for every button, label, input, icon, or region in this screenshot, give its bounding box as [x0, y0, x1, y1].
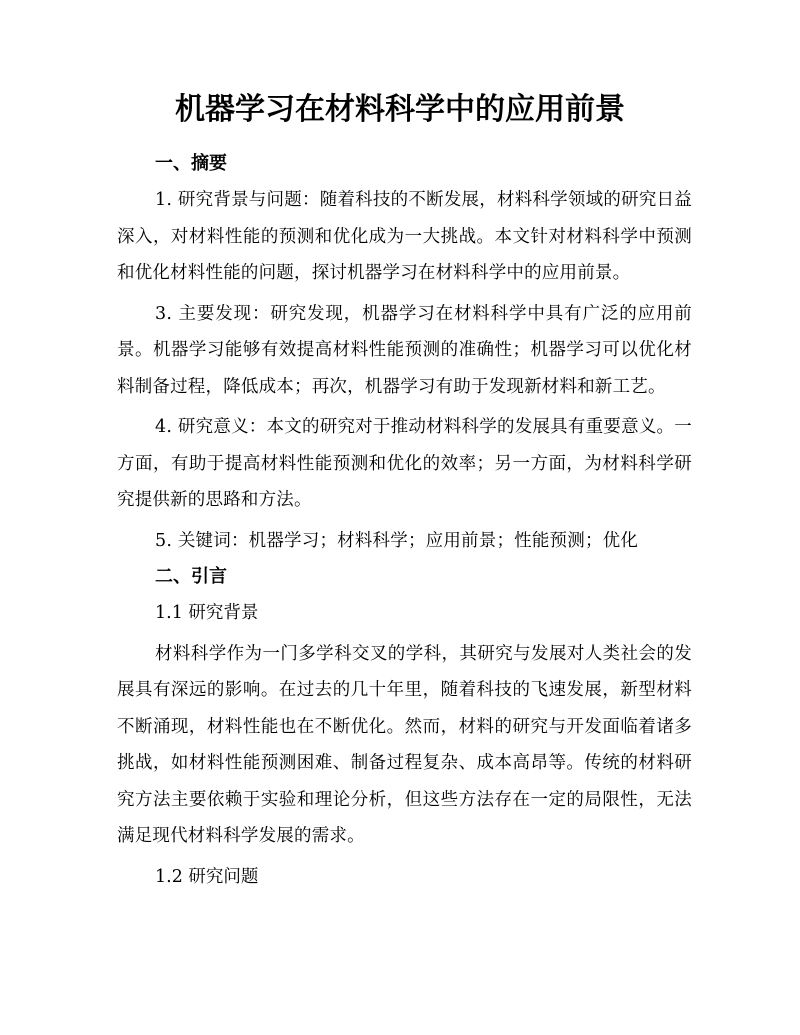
abstract-item-significance: 4. 研究意义：本文的研究对于推动材料科学的发展具有重要意义。一方面，有助于提高材料性能预测和优化的效率；另一方面，为材料科学研究提供新的思路和方法。: [117, 417, 692, 510]
document-title: 机器学习在材料科学中的应用前景: [175, 92, 625, 127]
document-body: [117, 146, 692, 895]
abstract-item-keywords: 5. 关键词：机器学习；材料科学；应用前景；性能预测；优化: [155, 530, 639, 551]
abstract-item-findings: 3. 主要发现：研究发现，机器学习在材料科学中具有广泛的应用前景。机器学习能够有效提高材料性能预测的准确性；机器学习可以优化材料制备过程，降低成本；再次，机器学习有助于发现新材料和新工艺。: [117, 303, 692, 397]
abstract-item-background: 1. 研究背景与问题：随着科技的不断发展，材料科学领域的研究日益深入，对材料性能的预测和优化成为一大挑战。本文针对材料科学中预测和优化材料性能的问题，探讨机器学习在材料科学中的应用前景。: [117, 190, 692, 283]
section-heading-abstract: 一、摘要: [155, 153, 227, 174]
subsection-heading-problem: 1.2 研究问题: [155, 866, 259, 887]
subsection-heading-background: 1.1 研究背景: [155, 603, 259, 623]
section-heading-introduction: 二、引言: [155, 566, 227, 587]
background-paragraph: 材料科学作为一门多学科交叉的学科，其研究与发展对人类社会的发展具有深远的影响。在过去的几十年里，随着科技的飞速发展，新型材料不断涌现，材料性能也在不断优化。然而，材料的研究与开发面临着诸多挑战，如材料性能预测困难、制备过程复杂、成本高昂等。传统的材料研究方法主要依赖于实验和理论分析，但这些方法存在一定的局限性，无法满足现代材料科学发展的需求。: [117, 643, 692, 846]
